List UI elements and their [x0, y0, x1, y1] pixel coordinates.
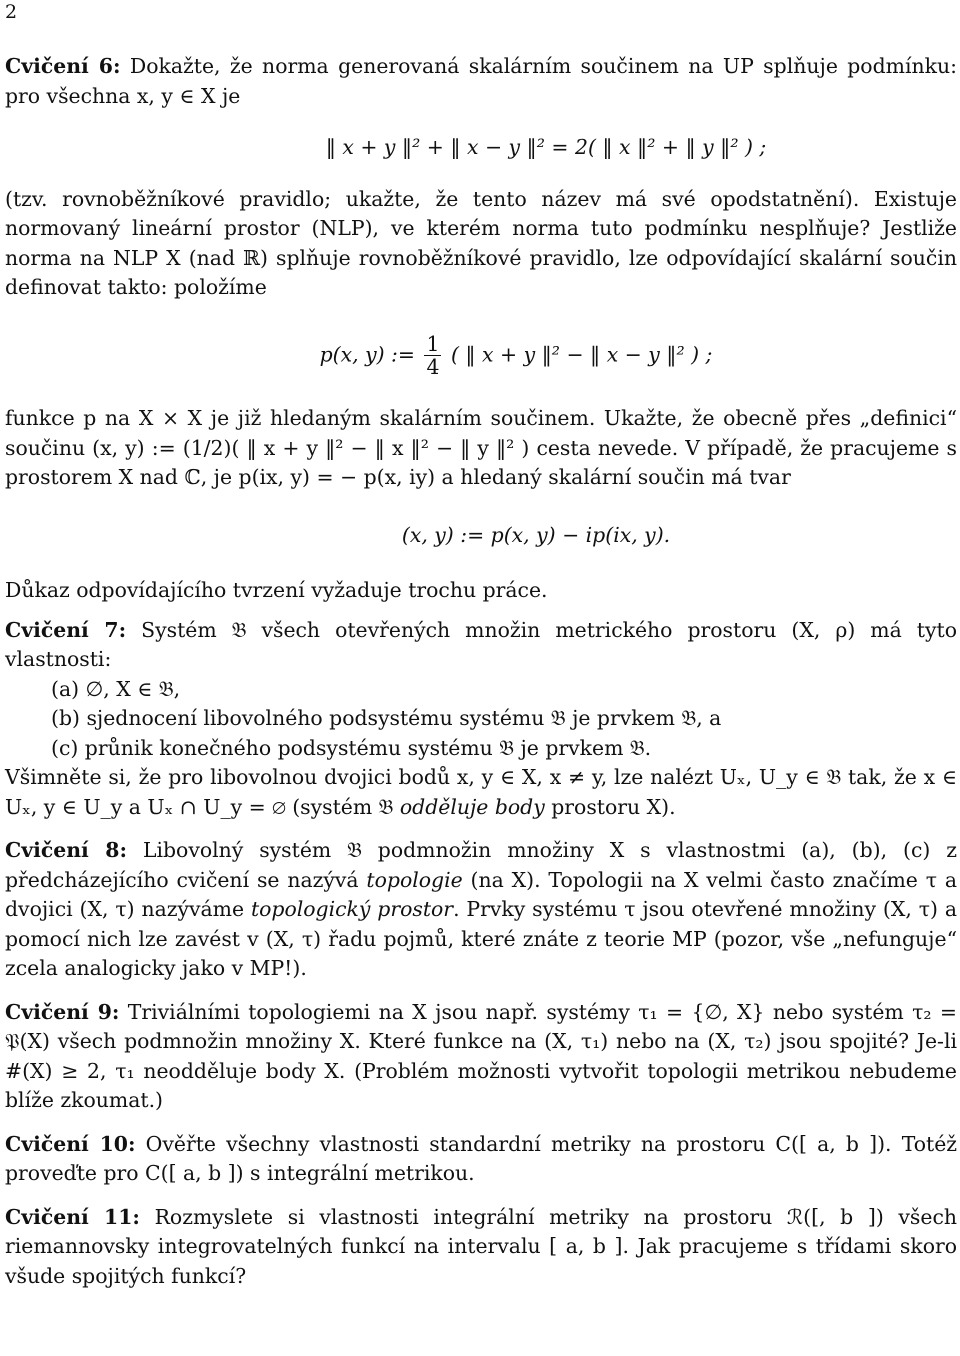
complex-inner-product-formula — [5, 521, 957, 551]
page-content — [5, 52, 957, 1291]
exercise-10 — [5, 1130, 957, 1189]
exercise-10-text: Ověřte všechny vlastnosti standardní metriky na prostoru C([ a, b ]). Totéž proveďte pro C([ a, b ]) s integrální metrikou. — [5, 1131, 958, 1186]
exercise-7-item-a: (a) ∅, X ∈ 𝔅, — [51, 676, 181, 701]
exercise-7-intro-text: Systém 𝔅 všech otevřených množin metrického prostoru (X, ρ) má tyto vlastnosti: — [5, 617, 957, 672]
exercise-9-heading: Cvičení 9: — [5, 999, 120, 1024]
exercise-7-note — [5, 763, 957, 822]
exercise-6-intro-text: Dokažte, že norma generovaná skalárním součinem na UP splňuje podmínku: pro všechna x, y ∈ X je — [5, 54, 957, 108]
formula-complex: (x, y) := p(x, y) − ip(ix, y). — [401, 522, 671, 547]
exercise-9-text: Triviálními topologiemi na X jsou např. systémy τ₁ = {∅, X} nebo systém τ₂ = 𝔓(X) všech podmnožin množiny X. Které funkce na (X, τ₁) nebo na (X, τ₂) jsou spojité? Je-li #(X) ≥ 2, τ₁ neodděluje body X. (Problém možnosti vytvořit topologii metrikou nebudeme blíže zkoumat.) — [5, 999, 957, 1113]
exercise-9 — [5, 998, 957, 1116]
exercise-6-paragraph-3: funkce p na X × X je již hledaným skalárním součinem. Ukažte, že obecně přes „definici“ součinu (x, y) := (1/2)( ‖ x + y ‖² − ‖ x ‖² − ‖ y ‖² ) cesta nevede. V případě, že pracujeme s prostorem X nad ℂ, je p(ix, y) = − p(x, iy) a hledaný skalární součin má tvar — [5, 406, 957, 490]
parallelogram-law-formula — [5, 133, 957, 163]
exercise-11-text: Rozmyslete si vlastnosti integrální metriky na prostoru ℛ([, b ]) všech riemannovsky integrovatelných funkcí na intervalu [ a, b ]. Jak pracujeme s třídami skoro všude spojitých funkcí? — [5, 1204, 958, 1288]
exercise-6-paragraph-4: Důkaz odpovídajícího tvrzení vyžaduje trochu práce. — [5, 578, 548, 603]
exercise-8-text-2: (na X). Topologii na X velmi často značíme τ a dvojici (X, τ) nazýváme — [5, 867, 958, 922]
exercise-7-note-text-a: Všimněte si, že pro libovolnou dvojici bodů x, y ∈ X, x ≠ y, lze nalézt Uₓ, U_y ∈ 𝔅 tak, že x ∈ Uₓ, y ∈ U_y a Uₓ ∩ U_y = ∅ (systém 𝔅 — [5, 765, 957, 819]
exercise-6-paragraph-2: (tzv. rovnoběžníkové pravidlo; ukažte, že tento název má své opodstatnění). Existuje normovaný lineární prostor (NLP), ve kterém norma tuto podmínku nesplňuje? Jestliže norma na NLP X (nad ℝ) splňuje rovnoběžníkové pravidlo, lze odpovídající skalární součin definovat takto: položíme — [5, 186, 957, 299]
formula-p-right: ( ‖ x + y ‖² − ‖ x − y ‖² ) ; — [450, 341, 713, 366]
exercise-8-heading: Cvičení 8: — [5, 838, 128, 863]
exercise-7-note-emphasis: odděluje body — [399, 794, 545, 819]
exercise-6-intro — [5, 52, 957, 111]
exercise-10-heading: Cvičení 10: — [5, 1131, 136, 1156]
exercise-11-heading: Cvičení 11: — [5, 1204, 140, 1229]
exercise-8-emphasis-topological-space: topologický prostor — [250, 897, 454, 922]
exercise-7-intro — [5, 616, 957, 675]
exercise-8-emphasis-topology: topologie — [366, 867, 463, 892]
inner-product-formula — [5, 333, 957, 379]
formula-parallelogram: ‖ x + y ‖² + ‖ x − y ‖² = 2( ‖ x ‖² + ‖ y ‖² ) ; — [325, 135, 767, 159]
exercise-8 — [5, 836, 957, 984]
exercise-7-item-b: (b) sjednocení libovolného podsystému systému 𝔅 je prvkem 𝔅, a — [51, 706, 722, 731]
exercise-11 — [5, 1203, 957, 1292]
page-number: 2 — [5, 1, 18, 23]
exercise-8-text-3: . Prvky systému τ jsou otevřené množiny (X, τ) a pomocí nich lze zavést v (X, τ) řadu pojmů, které znáte z teorie MP (pozor, vše „nefunguje“ zcela analogicky jako v MP!). — [5, 897, 957, 981]
fraction-one-quarter — [424, 333, 441, 379]
exercise-7-heading: Cvičení 7: — [5, 617, 127, 642]
fraction-numerator: 1 — [426, 331, 440, 356]
exercise-6-heading: Cvičení 6: — [5, 54, 121, 78]
exercise-7-note-text-b: prostoru X). — [544, 794, 676, 819]
exercise-7-item-c: (c) průnik konečného podsystému systému 𝔅 je prvkem 𝔅. — [51, 735, 652, 760]
fraction-denominator: 4 — [426, 354, 440, 379]
exercise-8-text-1: Libovolný systém 𝔅 podmnožin množiny X s vlastnostmi (a), (b), (c) z předcházejícího cvičení se nazývá — [5, 838, 957, 892]
formula-p-left: p(x, y) := — [319, 341, 415, 366]
